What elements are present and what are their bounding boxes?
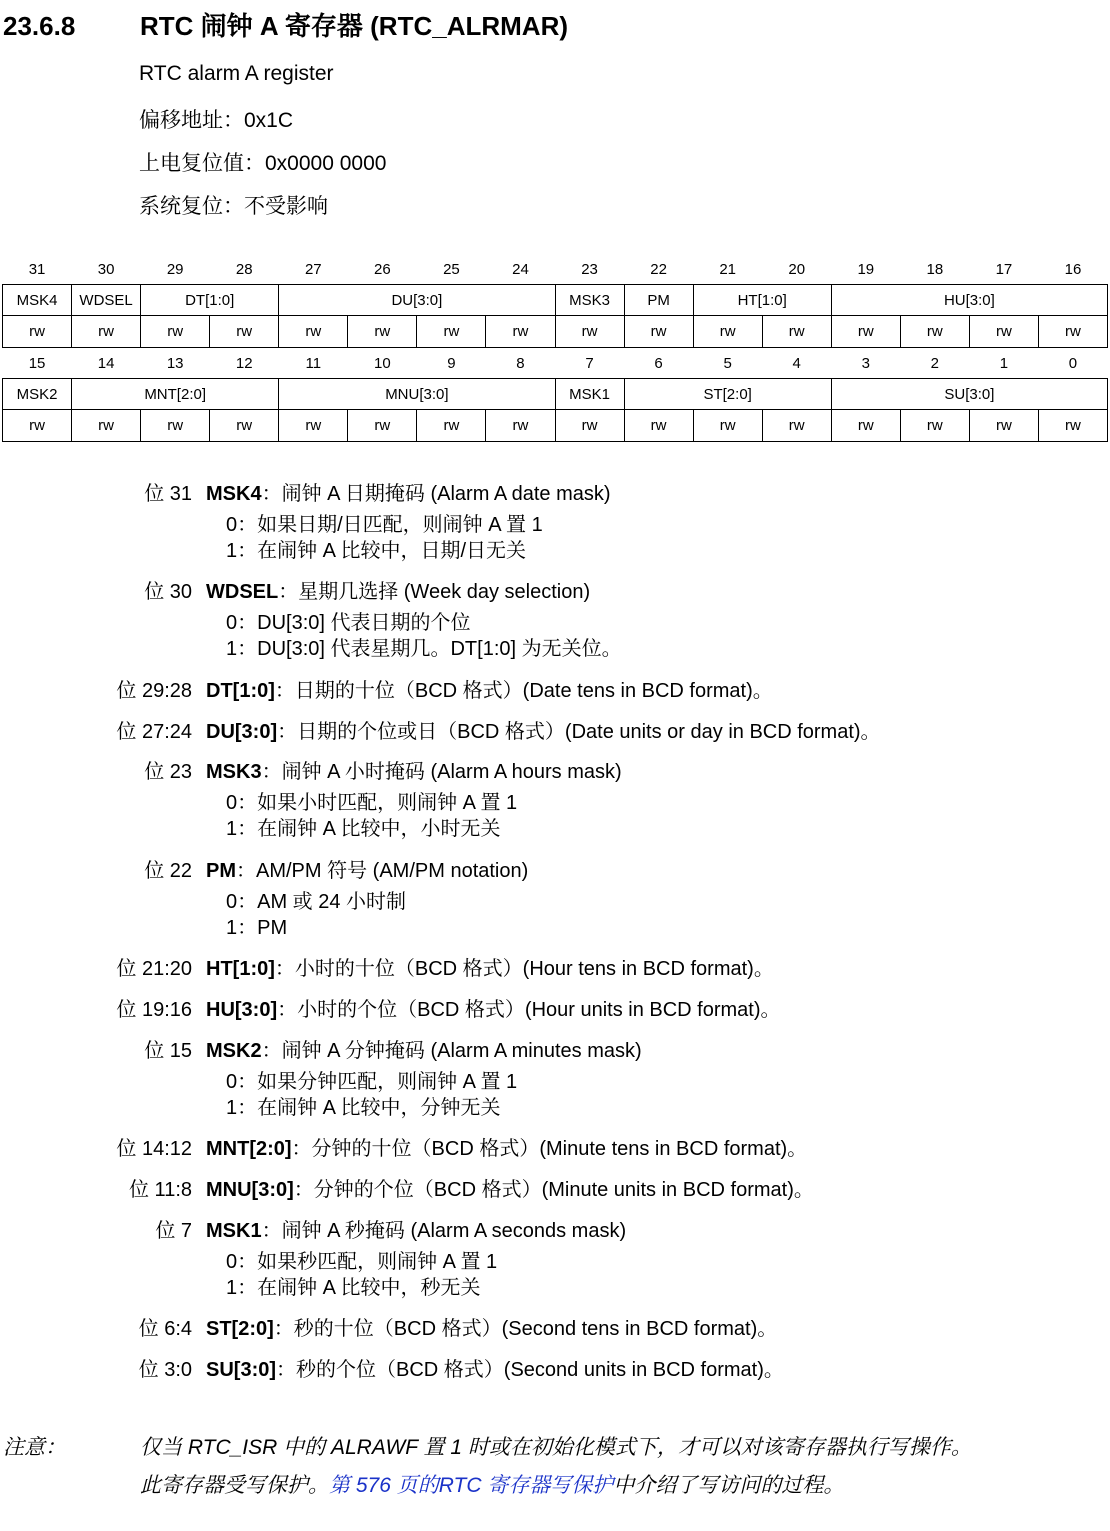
power-reset-value: 上电复位值：0x0000 0000: [139, 152, 387, 175]
field-description: ：闹钟 A 分钟掩码 (Alarm A minutes mask): [261, 1040, 642, 1062]
bit-position: 位 6:4: [138, 1318, 192, 1340]
access-cell: rw: [417, 410, 486, 442]
bit-position: 位 31: [144, 483, 192, 505]
field-name-cell: DU[3:0]: [279, 285, 555, 316]
bit-number: 24: [512, 260, 529, 278]
access-cell: rw: [693, 410, 762, 442]
note-line-2-suffix: 中介绍了写访问的过程。: [613, 1474, 845, 1497]
field-description: ：秒的十位（BCD 格式）(Second tens in BCD format)。: [273, 1318, 778, 1340]
field-name: MNT[2:0]: [206, 1138, 292, 1160]
access-cell: rw: [210, 410, 279, 442]
bit-option: 1：PM: [226, 917, 288, 939]
bit-description-text: [206, 1176, 814, 1204]
bit-option: 0：DU[3:0] 代表日期的个位: [226, 612, 471, 634]
field-description: ：闹钟 A 秒掩码 (Alarm A seconds mask): [261, 1220, 627, 1242]
bit-number: 12: [235, 354, 253, 372]
bit-number: 7: [585, 354, 594, 372]
note-line-2-prefix: 此寄存器受写保护。: [140, 1474, 329, 1497]
access-cell: rw: [693, 316, 762, 348]
bit-option: 1：在闹钟 A 比较中，小时无关: [226, 818, 501, 840]
field-description: ：闹钟 A 日期掩码 (Alarm A date mask): [261, 483, 611, 505]
bit-number: 3: [861, 354, 870, 372]
field-description: ：日期的十位（BCD 格式）(Date tens in BCD format)。: [274, 680, 773, 702]
bit-number: 14: [97, 354, 115, 372]
bit-option: 1：DU[3:0] 代表星期几。DT[1:0] 为无关位。: [226, 638, 622, 660]
bit-number: 18: [926, 260, 944, 278]
field-name: WDSEL: [206, 581, 279, 603]
bit-description-text: [206, 955, 774, 983]
bit-number: 1: [999, 354, 1009, 372]
bit-number-row: [3, 254, 1108, 285]
access-cell: rw: [348, 410, 417, 442]
field-name: DU[3:0]: [206, 721, 278, 743]
field-name-cell: MSK2: [3, 379, 72, 410]
bit-number: 13: [166, 354, 184, 372]
field-description: ：AM/PM 符号 (AM/PM notation): [236, 860, 529, 882]
bit-number: 25: [443, 260, 460, 278]
access-cell: rw: [3, 316, 72, 348]
bit-option: 0：如果日期/日匹配，则闹钟 A 置 1: [226, 514, 543, 536]
bit-number: 28: [235, 260, 253, 278]
bit-position: 位 21:20: [116, 958, 192, 980]
field-description: ：小时的十位（BCD 格式）(Hour tens in BCD format)。: [274, 958, 774, 980]
field-name-cell: DT[1:0]: [141, 285, 279, 316]
bit-number: 11: [305, 354, 322, 372]
field-description: ：闹钟 A 小时掩码 (Alarm A hours mask): [261, 761, 622, 783]
access-cell: rw: [72, 316, 141, 348]
access-row: [3, 316, 1108, 348]
access-row: [3, 410, 1108, 442]
bit-description-text: [206, 718, 881, 746]
access-cell: rw: [900, 410, 969, 442]
field-name-cell: HT[1:0]: [693, 285, 831, 316]
bit-number: 2: [930, 354, 940, 372]
field-name-cell: MNT[2:0]: [72, 379, 279, 410]
bit-option: 0：AM 或 24 小时制: [226, 891, 407, 913]
access-cell: rw: [72, 410, 141, 442]
bit-number: 21: [719, 260, 736, 278]
bit-description-text: [206, 578, 590, 606]
section-number: 23.6.8: [3, 11, 76, 41]
system-reset: 系统复位：不受影响: [139, 195, 328, 218]
write-protection-link[interactable]: 第 576 页的RTC 寄存器写保护: [329, 1474, 614, 1497]
bit-description-text: [206, 1356, 784, 1384]
bit-position: 位 15: [144, 1040, 192, 1062]
field-name-cell: ST[2:0]: [624, 379, 831, 410]
bit-description-text: [206, 1037, 642, 1065]
bit-number: 6: [654, 354, 663, 372]
bit-number: 31: [28, 260, 46, 278]
field-name-cell: SU[3:0]: [831, 379, 1107, 410]
bit-number: 22: [650, 260, 667, 278]
bit-option: 1：在闹钟 A 比较中，分钟无关: [226, 1097, 501, 1119]
bit-description-text: [206, 758, 622, 786]
field-name-cell: HU[3:0]: [831, 285, 1107, 316]
bit-option: 0：如果分钟匹配，则闹钟 A 置 1: [226, 1071, 518, 1093]
field-name-cell: WDSEL: [72, 285, 141, 316]
offset-address: 偏移地址：0x1C: [139, 109, 294, 132]
bit-position: 位 29:28: [116, 680, 192, 702]
bit-number: 27: [304, 260, 322, 278]
bit-description-text: [206, 1135, 807, 1163]
access-cell: rw: [279, 316, 348, 348]
bit-description-text: [206, 480, 611, 508]
bit-position: 位 14:12: [116, 1138, 192, 1160]
bit-position: 位 27:24: [116, 721, 192, 743]
access-cell: rw: [900, 316, 969, 348]
bit-number: 29: [166, 260, 184, 278]
bit-number: 8: [516, 354, 525, 372]
access-cell: rw: [1038, 410, 1107, 442]
bit-position: 位 30: [144, 581, 192, 603]
field-description: ：小时的个位（BCD 格式）(Hour units in BCD format)。: [277, 999, 781, 1021]
bit-number: 20: [788, 260, 806, 278]
section-heading: [3, 8, 1103, 44]
field-name-cell: MNU[3:0]: [279, 379, 555, 410]
access-cell: rw: [624, 316, 693, 348]
bit-description-text: [206, 677, 773, 705]
field-name: MSK3: [206, 761, 262, 783]
access-cell: rw: [762, 410, 831, 442]
field-name-cell: MSK3: [555, 285, 624, 316]
field-name: HT[1:0]: [206, 958, 275, 980]
register-english-name: RTC alarm A register: [139, 62, 334, 85]
access-cell: rw: [969, 316, 1038, 348]
access-cell: rw: [3, 410, 72, 442]
bit-number: 30: [97, 260, 115, 278]
field-name: ST[2:0]: [206, 1318, 274, 1340]
access-cell: rw: [348, 316, 417, 348]
access-cell: rw: [141, 316, 210, 348]
bit-option: 0：如果小时匹配，则闹钟 A 置 1: [226, 792, 518, 814]
access-cell: rw: [555, 410, 624, 442]
note-label: 注意：: [3, 1436, 66, 1459]
bit-number: 23: [581, 260, 598, 278]
access-cell: rw: [831, 410, 900, 442]
bit-option: 1：在闹钟 A 比较中，秒无关: [226, 1277, 481, 1299]
access-cell: rw: [486, 316, 555, 348]
bit-number: 16: [1064, 260, 1082, 278]
field-name: HU[3:0]: [206, 999, 278, 1021]
bit-position: 位 3:0: [138, 1359, 192, 1381]
bit-number: 10: [374, 354, 391, 372]
field-description: ：分钟的个位（BCD 格式）(Minute units in BCD format)。: [293, 1179, 814, 1201]
field-name-cell: PM: [624, 285, 693, 316]
bit-position: 位 11:8: [129, 1179, 192, 1201]
access-cell: rw: [279, 410, 348, 442]
bit-number: 15: [28, 354, 46, 372]
bit-option: 0：如果秒匹配，则闹钟 A 置 1: [226, 1251, 498, 1273]
access-cell: rw: [486, 410, 555, 442]
bit-position: 位 23: [144, 761, 192, 783]
bit-position: 位 22: [144, 860, 192, 882]
bit-number: 26: [374, 260, 391, 278]
field-name: PM: [206, 860, 236, 882]
bit-description-text: [206, 1217, 626, 1245]
bit-number: 19: [857, 260, 875, 278]
field-description: ：分钟的十位（BCD 格式）(Minute tens in BCD format)。: [291, 1138, 808, 1160]
bit-number: 0: [1068, 354, 1078, 372]
field-name-row: [3, 285, 1108, 316]
bit-number: 4: [792, 354, 801, 372]
bit-description-text: [206, 996, 781, 1024]
field-description: ：秒的个位（BCD 格式）(Second units in BCD format)。: [276, 1359, 784, 1381]
field-name: MNU[3:0]: [206, 1179, 294, 1201]
access-cell: rw: [1038, 316, 1107, 348]
bit-position: 位 7: [155, 1220, 192, 1242]
bit-number: 17: [995, 260, 1013, 278]
access-cell: rw: [969, 410, 1038, 442]
field-name-row: [3, 379, 1108, 410]
bit-option: 1：在闹钟 A 比较中，日期/日无关: [226, 540, 527, 562]
note-line-1: 仅当 RTC_ISR 中的 ALRAWF 置 1 时或在初始化模式下，才可以对该寄存器执行写操作。: [140, 1436, 972, 1459]
access-cell: rw: [831, 316, 900, 348]
bit-description-text: [206, 1315, 777, 1343]
field-description: ：日期的个位或日（BCD 格式）(Date units or day in BCD format)。: [277, 721, 881, 743]
access-cell: rw: [210, 316, 279, 348]
field-name: SU[3:0]: [206, 1359, 277, 1381]
bit-number: 9: [447, 354, 456, 372]
register-bit-table: [2, 254, 1108, 442]
bit-position: 位 19:16: [116, 999, 192, 1021]
field-description: ：星期几选择 (Week day selection): [278, 581, 591, 603]
access-cell: rw: [762, 316, 831, 348]
access-cell: rw: [141, 410, 210, 442]
access-cell: rw: [624, 410, 693, 442]
bit-number: 5: [723, 354, 732, 372]
bit-description-text: [206, 857, 528, 885]
field-name: MSK2: [206, 1040, 262, 1062]
field-name: MSK4: [206, 483, 262, 505]
note-line-2: [140, 1470, 844, 1502]
access-cell: rw: [555, 316, 624, 348]
section-title: RTC 闹钟 A 寄存器 (RTC_ALRMAR): [140, 11, 568, 41]
access-cell: rw: [417, 316, 486, 348]
field-name: DT[1:0]: [206, 680, 275, 702]
field-name-cell: MSK4: [3, 285, 72, 316]
field-name-cell: MSK1: [555, 379, 624, 410]
bit-number-row: [3, 348, 1108, 379]
field-name: MSK1: [206, 1220, 262, 1242]
